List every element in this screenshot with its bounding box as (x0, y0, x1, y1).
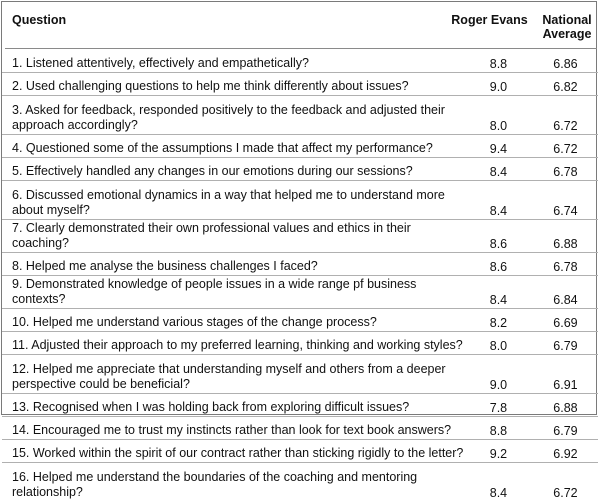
roger-score: 8.8 (464, 417, 533, 440)
national-score: 6.92 (533, 440, 598, 463)
roger-score: 8.6 (464, 220, 533, 253)
table-row (2, 158, 598, 181)
question-text: 13. Recognised when I was holding back from exploring difficult issues? (2, 394, 464, 417)
roger-score: 7.8 (464, 394, 533, 417)
roger-score: 9.0 (464, 355, 533, 394)
national-score: 6.78 (533, 158, 598, 181)
roger-score: 9.4 (464, 135, 533, 158)
question-text: 6. Discussed emotional dynamics in a way that helped me to understand more about myself? (2, 181, 464, 220)
table-row (2, 276, 598, 309)
question-text: 8. Helped me analyse the business challenges I faced? (2, 253, 464, 276)
national-score: 6.78 (533, 253, 598, 276)
question-text: 11. Adjusted their approach to my preferred learning, thinking and working styles? (2, 332, 464, 355)
table-row (2, 73, 598, 96)
header-divider (5, 48, 597, 49)
question-text: 12. Helped me appreciate that understanding myself and others from a deeper perspective could be beneficial? (2, 355, 464, 394)
table-row (2, 463, 598, 501)
results-table-frame (1, 1, 597, 415)
question-text: 1. Listened attentively, effectively and empathetically? (2, 50, 464, 73)
national-score: 6.72 (533, 96, 598, 135)
national-score: 6.91 (533, 355, 598, 394)
national-score: 6.86 (533, 50, 598, 73)
national-score: 6.82 (533, 73, 598, 96)
table-row (2, 394, 598, 417)
national-score: 6.72 (533, 135, 598, 158)
table-row (2, 96, 598, 135)
table-row (2, 417, 598, 440)
table-row (2, 50, 598, 73)
table-row (2, 440, 598, 463)
roger-score: 8.4 (464, 158, 533, 181)
table-row (2, 220, 598, 253)
table-row (2, 135, 598, 158)
national-score: 6.84 (533, 276, 598, 309)
table-row (2, 309, 598, 332)
roger-score: 8.2 (464, 309, 533, 332)
national-score: 6.88 (533, 394, 598, 417)
roger-score: 8.8 (464, 50, 533, 73)
question-text: 5. Effectively handled any changes in our emotions during our sessions? (2, 158, 464, 181)
question-text: 14. Encouraged me to trust my instincts rather than look for text book answers? (2, 417, 464, 440)
table-row (2, 253, 598, 276)
roger-score: 8.6 (464, 253, 533, 276)
roger-score: 9.0 (464, 73, 533, 96)
question-text: 10. Helped me understand various stages of the change process? (2, 309, 464, 332)
national-score: 6.74 (533, 181, 598, 220)
national-score: 6.79 (533, 332, 598, 355)
header-roger-evans: Roger Evans (447, 13, 532, 27)
question-text: 2. Used challenging questions to help me think differently about issues? (2, 73, 464, 96)
national-score: 6.69 (533, 309, 598, 332)
national-score: 6.88 (533, 220, 598, 253)
table-row (2, 332, 598, 355)
roger-score: 8.0 (464, 332, 533, 355)
question-text: 16. Helped me understand the boundaries of the coaching and mentoring relationship? (2, 463, 464, 501)
roger-score: 8.4 (464, 463, 533, 501)
question-text: 15. Worked within the spirit of our contract rather than sticking rigidly to the letter? (2, 440, 464, 463)
question-text: 9. Demonstrated knowledge of people issues in a wide range pf business contexts? (2, 276, 464, 309)
roger-score: 9.2 (464, 440, 533, 463)
question-text: 3. Asked for feedback, responded positively to the feedback and adjusted their approach accordingly? (2, 96, 464, 135)
results-table (2, 50, 598, 501)
header-national-average: National Average (536, 13, 598, 41)
question-text: 7. Clearly demonstrated their own professional values and ethics in their coaching? (2, 220, 464, 253)
table-row (2, 181, 598, 220)
header-question: Question (12, 13, 66, 27)
national-score: 6.79 (533, 417, 598, 440)
question-text: 4. Questioned some of the assumptions I made that affect my performance? (2, 135, 464, 158)
roger-score: 8.4 (464, 276, 533, 309)
table-row (2, 355, 598, 394)
roger-score: 8.4 (464, 181, 533, 220)
roger-score: 8.0 (464, 96, 533, 135)
national-score: 6.72 (533, 463, 598, 501)
